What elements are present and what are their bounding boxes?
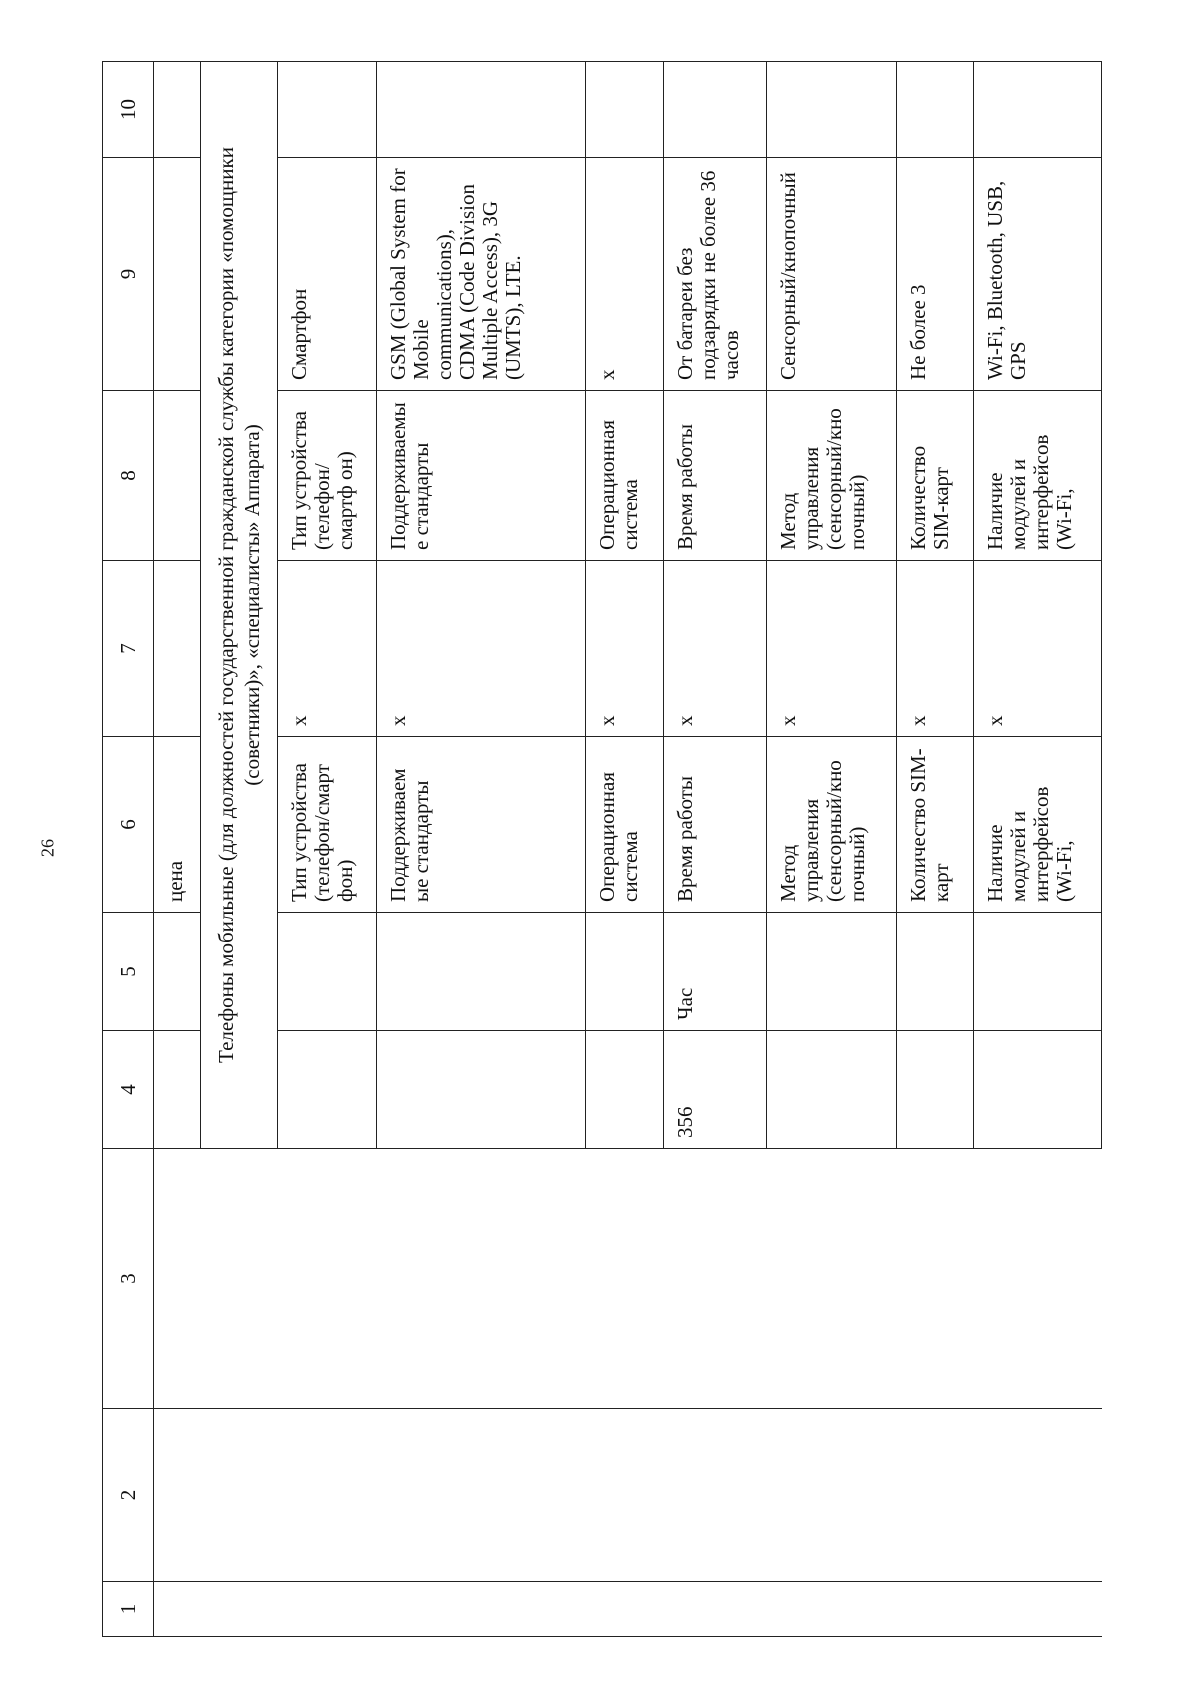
table-cell: Операционная система: [585, 737, 663, 913]
table-cell: Операционная система: [585, 391, 663, 561]
table-cell: [973, 913, 1101, 1031]
table-cell: [585, 62, 663, 158]
table-cell: [973, 1031, 1101, 1149]
table-cell: [767, 1031, 897, 1149]
table-cell: [973, 62, 1101, 158]
column-number: 7: [103, 561, 154, 737]
column-number: 4: [103, 1031, 154, 1149]
price-label: цена: [154, 737, 201, 913]
column-number: 2: [103, 1409, 154, 1582]
rotated-table-sheet: [102, 62, 1102, 1637]
table-cell: Не более 3: [897, 158, 974, 391]
column-number-row: [103, 62, 154, 1637]
table-cell: От батареи без подзарядки не более 36 часов: [663, 158, 766, 391]
table-cell: Количество SIM-карт: [897, 391, 974, 561]
table-row: [897, 62, 974, 1637]
table-cell: x: [767, 561, 897, 737]
column-number: 3: [103, 1149, 154, 1409]
table-cell: Поддерживаем ые стандарты: [376, 737, 585, 913]
table-cell: Метод управления (сенсорный/кно почный): [767, 391, 897, 561]
table-cell: [376, 62, 585, 158]
table-cell: Время работы: [663, 737, 766, 913]
table-cell: [897, 62, 974, 158]
table-row: [585, 62, 663, 1637]
table-cell: Метод управления (сенсорный/кно почный): [767, 737, 897, 913]
table-cell: Тип устройства (телефон/смарт фон): [277, 737, 376, 913]
table-cell: GSM (Global System for Mobile communications), CDMA (Code Division Multiple Access), 3G (UMTS), LTE.: [376, 158, 585, 391]
price-row: [154, 62, 201, 1637]
requirements-table: [102, 61, 1102, 1637]
table-cell: x: [376, 561, 585, 737]
table-cell: Время работы: [663, 391, 766, 561]
table-cell: x: [663, 561, 766, 737]
table-cell: [897, 1031, 974, 1149]
category-title: Телефоны мобильные (для должностей государственной гражданской службы категории «помощники (советники)», «специалисты» Аппарата): [201, 62, 278, 1149]
table-cell: Час: [663, 913, 766, 1031]
column-number: 6: [103, 737, 154, 913]
column-number: 9: [103, 158, 154, 391]
table-cell: [277, 913, 376, 1031]
table-cell: [376, 1031, 585, 1149]
table-cell: x: [897, 561, 974, 737]
table-cell: Поддерживаемы е стандарты: [376, 391, 585, 561]
table-cell: Сенсорный/кнопочный: [767, 158, 897, 391]
table-cell: [585, 1031, 663, 1149]
table-cell: Смартфон: [277, 158, 376, 391]
table-cell: [277, 1031, 376, 1149]
table-row: [277, 62, 376, 1637]
table-cell: [767, 62, 897, 158]
table-cell: x: [973, 561, 1101, 737]
column-number: 10: [103, 62, 154, 158]
column-number: 5: [103, 913, 154, 1031]
page-number: 26: [37, 839, 58, 857]
table-cell: x: [585, 561, 663, 737]
table-cell: [767, 913, 897, 1031]
table-row: [973, 62, 1101, 1637]
table-cell: Наличие модулей и интерфейсов (Wi-Fi,: [973, 737, 1101, 913]
table-cell: [376, 913, 585, 1031]
table-cell: [663, 62, 766, 158]
category-row: [201, 62, 278, 1637]
table-cell: [277, 62, 376, 158]
table-cell: x: [585, 158, 663, 391]
table-cell: [897, 913, 974, 1031]
table-cell: x: [277, 561, 376, 737]
table-cell: Тип устройства (телефон/смартф он): [277, 391, 376, 561]
table-cell: [585, 913, 663, 1031]
column-number: 8: [103, 391, 154, 561]
table-row: [376, 62, 585, 1637]
table-cell: Количество SIM-карт: [897, 737, 974, 913]
table-row: [767, 62, 897, 1637]
table-row: [663, 62, 766, 1637]
table-cell: Наличие модулей и интерфейсов (Wi-Fi,: [973, 391, 1101, 561]
table-cell: 356: [663, 1031, 766, 1149]
column-number: 1: [103, 1582, 154, 1637]
table-cell: Wi-Fi, Bluetooth, USB, GPS: [973, 158, 1101, 391]
